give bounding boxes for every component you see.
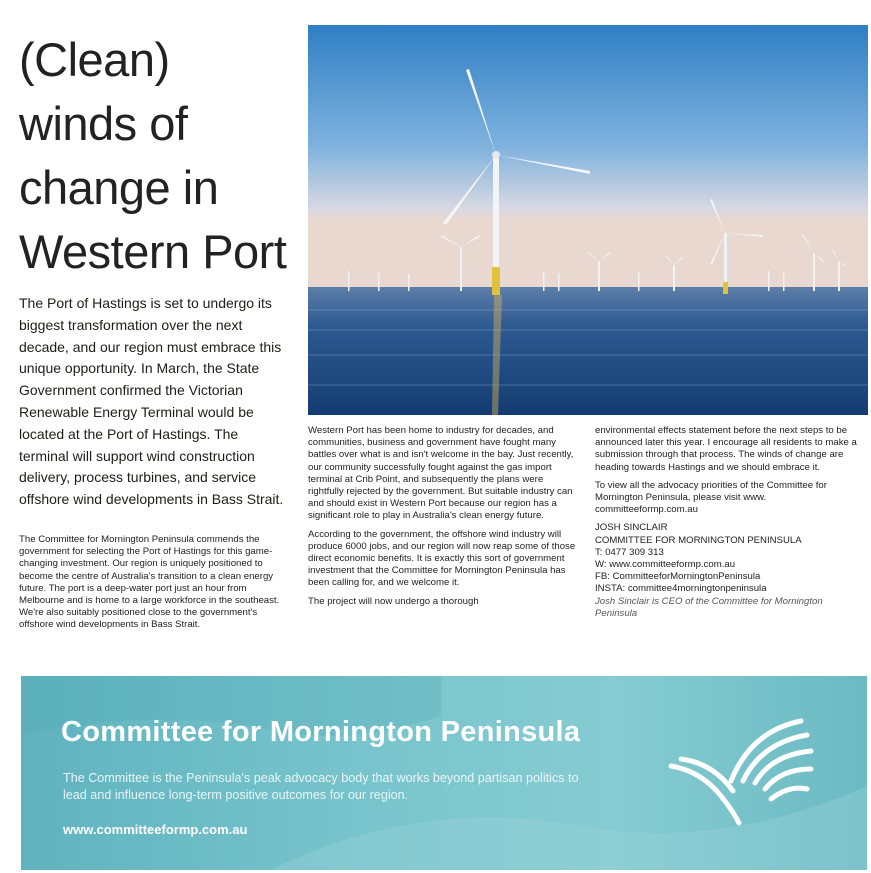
banner-organisation-name: Committee for Mornington Peninsula [61,716,581,748]
title-line-3: change in [19,161,219,214]
author-instagram: INSTA: committee4morningtonpeninsula [595,583,767,595]
author-website: W: www.committeeformp.com.au [595,559,736,571]
banner-website-link[interactable]: www.committeeformp.com.au [63,822,248,837]
author-facebook: FB: CommitteeforMorningtonPeninsula [595,571,761,583]
column-1-paragraph: The Committee for Mornington Peninsula commends the government for selecting the Port of Hastings for this game-changing investment. Our region is uniquely positioned to become the centre of Australia's transition to a clean energy future. The port is a deep-water port just an hour from Melbourne and is home to a large workforce in the southeast. We're also suitably positioned close to the government's offshore wind developments in Bass Strait. [19,534,280,631]
column-2-paragraph-2: According to the government, the offshore wind industry will produce 6000 jobs, and our region will now reap some of those direct economic benefits. It is exactly this sort of government investment that the Committee for Mornington Peninsula has been calling for, and we welcome it. [308,528,576,589]
offshore-wind-turbines-image [308,25,868,415]
author-caption: Josh Sinclair is CEO of the Committee for Mornington Peninsula [595,595,823,619]
column-1-body [19,534,291,632]
committee-logo-icon [661,711,821,831]
title-line-1: (Clean) [19,33,170,86]
wind-farm-photo [308,25,868,415]
article-lead: The Port of Hastings is set to undergo its biggest transformation over the next decade, and our region must embrace this unique opportunity. In March, the State Government confirmed the Victorian Renewable Energy Terminal would be located at the Port of Hastings. The terminal will support wind construction delivery, process turbines, and service offshore wind developments in Bass Strait. [19,295,284,508]
author-phone: T: 0477 309 313 [595,546,664,558]
committee-banner [21,676,867,870]
column-2-paragraph-1: Western Port has been home to industry for decades, and communities, business and government have fought many battles over what is and isn't welcome in the bay. Just recently, our community successfully fought against the gas import terminal at Crib Point, and subsequently the plans were rightfully rejected by the government. But suitable industry can and should exist in Western Port because our region has a significant role to play in Australia's clean energy future. [308,425,574,522]
author-organisation: COMMITTEE FOR MORNINGTON PENINSULA [595,534,802,546]
column-3 [595,425,863,620]
article-title [19,28,299,284]
column-3-paragraph-1: environmental effects statement before the next steps to be announced later this year. I encourage all residents to make a submission through that process. The winds of change are heading towards Hastings and we should embrace it. [595,425,857,473]
column-2-paragraph-3: The project will now undergo a thorough [308,595,479,607]
author-name: JOSH SINCLAIR [595,522,668,534]
title-line-2: winds of [19,97,188,150]
column-2 [308,425,576,614]
column-3-paragraph-2: To view all the advocacy priorities of the Committee for Mornington Peninsula, please visit www. committeeformp.com.au [595,479,827,516]
banner-description: The Committee is the Peninsula's peak advocacy body that works beyond partisan politics to lead and influence long-term positive outcomes for our region. [63,771,579,802]
title-line-4: Western Port [19,225,287,278]
author-signature [595,522,863,620]
